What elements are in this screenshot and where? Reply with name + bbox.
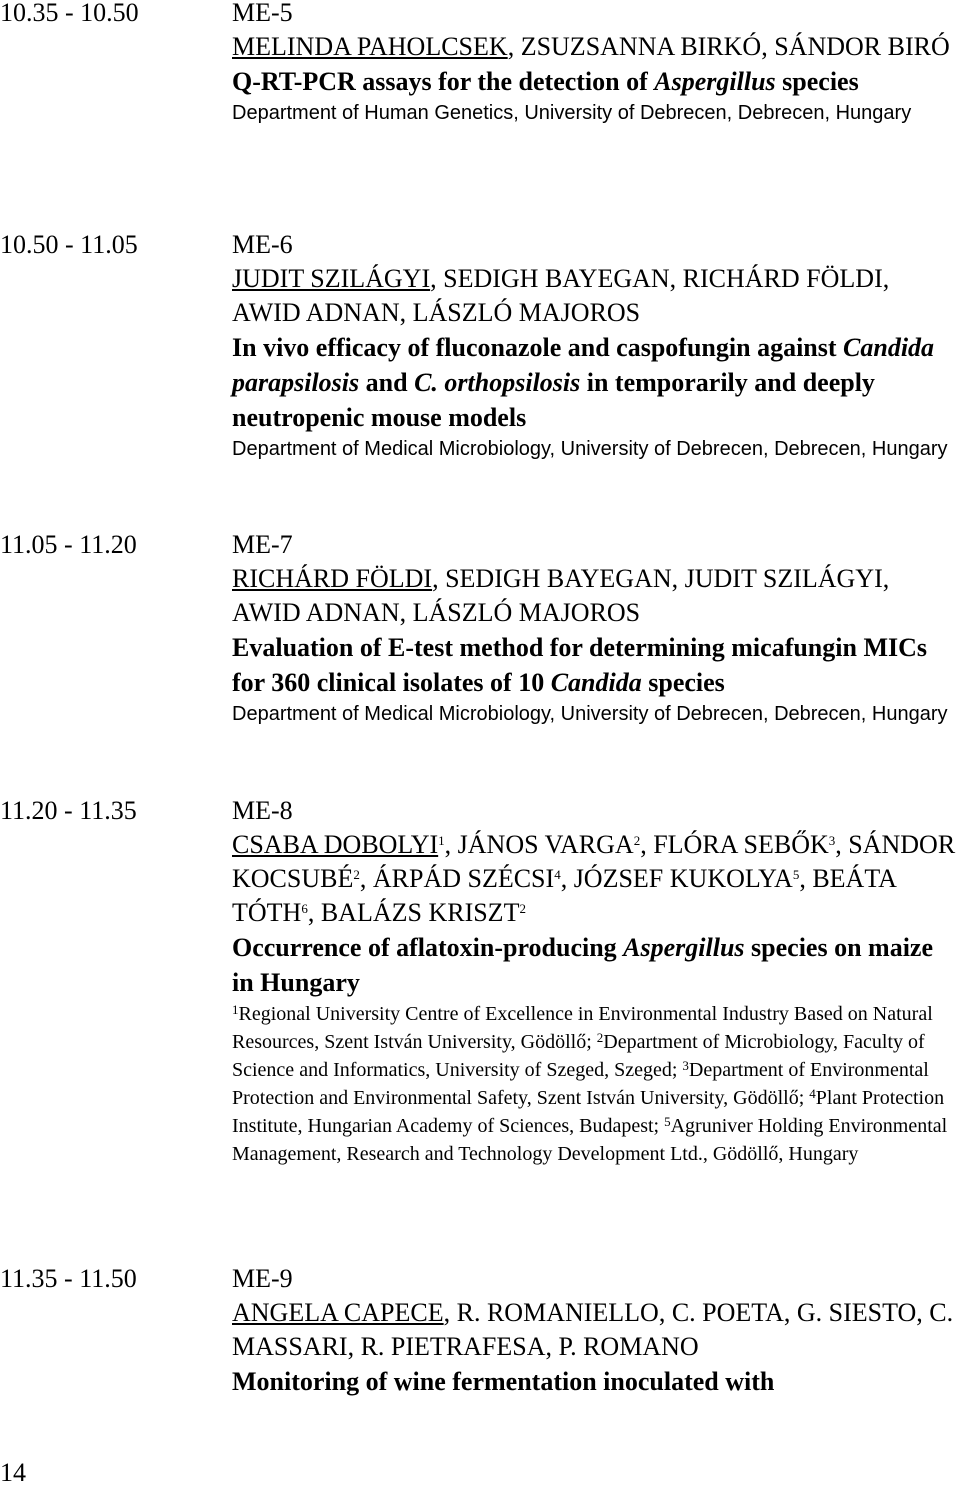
title-text: Occurrence of aflatoxin-producing — [232, 933, 624, 962]
presenter-name: MELINDA PAHOLCSEK — [232, 32, 508, 61]
title-italic: Candida — [550, 668, 642, 697]
author: , SÁNDOR KOCSUBÉ — [232, 830, 956, 893]
title-italic: Candida parapsilosis — [232, 333, 935, 397]
affil-sup: 3 — [682, 1058, 689, 1073]
talk-title: Monitoring of wine fermentation inoculated with — [232, 1367, 775, 1396]
authors — [232, 262, 960, 330]
session-code: ME-6 — [232, 230, 293, 259]
talk-title — [232, 330, 960, 435]
talk-title — [232, 64, 960, 99]
talk-title — [232, 630, 960, 700]
presenter-name: CSABA DOBOLYI — [232, 830, 439, 859]
author: , ÁRPÁD SZÉCSI — [359, 864, 555, 893]
page-number: 14 — [0, 1458, 26, 1487]
title-text: In vivo efficacy of fluconazole and caspofungin against — [232, 333, 837, 362]
author: , JÁNOS VARGA — [444, 830, 634, 859]
author: , BALÁZS KRISZT — [307, 898, 520, 927]
affil-text: Agruniver Holding Environmental Management, Research and Technology Development Ltd., Gödöllő, Hungary — [232, 1115, 948, 1165]
session-time: 10.35 - 10.50 — [0, 0, 139, 27]
coauthors: , SEDIGH BAYEGAN, RICHÁRD FÖLDI, AWID ADNAN, LÁSZLÓ MAJOROS — [232, 264, 890, 327]
author-sup: 2 — [353, 867, 360, 882]
author-sup: 3 — [828, 833, 836, 848]
session-code: ME-5 — [232, 0, 293, 27]
author-sup: 2 — [519, 901, 526, 916]
authors — [232, 30, 960, 64]
session-time: 10.50 - 11.05 — [0, 230, 138, 259]
presenter-name: ANGELA CAPECE — [232, 1298, 444, 1327]
coauthors: , ZSUZSANNA BIRKÓ, SÁNDOR BIRÓ — [507, 32, 950, 61]
title-italic: Aspergillus — [654, 67, 776, 96]
affiliation: Department of Human Genetics, University of Debrecen, Debrecen, Hungary — [232, 102, 912, 124]
authors — [232, 1296, 960, 1364]
talk-title — [232, 930, 960, 1000]
affil-text: Regional University Centre of Excellence in Environmental Industry Based on Natural Resources, Szent István University, Gödöllő; — [232, 1003, 933, 1053]
session-time: 11.20 - 11.35 — [0, 796, 137, 825]
author: , FLÓRA SEBŐK — [640, 830, 829, 859]
title-italic: C. orthopsilosis — [414, 368, 581, 397]
authors — [232, 828, 960, 930]
title-text: species on maize in Hungary — [232, 933, 934, 997]
session-code: ME-8 — [232, 796, 293, 825]
author-sup: 4 — [554, 867, 561, 882]
session-time: 11.35 - 11.50 — [0, 1264, 137, 1293]
authors — [232, 562, 960, 630]
session-time: 11.05 - 11.20 — [0, 530, 137, 559]
title-text: Q-RT-PCR assays for the detection of — [232, 67, 655, 96]
title-text: and — [359, 368, 415, 397]
author: , BEÁTA TÓTH — [232, 864, 896, 927]
author: , JÓZSEF KUKOLYA — [560, 864, 793, 893]
title-text: species — [641, 668, 725, 697]
affil-text: Plant Protection Institute, Hungarian Academy of Sciences, Budapest; — [232, 1087, 945, 1137]
affiliation: Department of Medical Microbiology, University of Debrecen, Debrecen, Hungary — [232, 703, 948, 725]
affil-text: Department of Microbiology, Faculty of Science and Informatics, University of Szeged, Szeged; — [232, 1031, 925, 1081]
coauthors: , SEDIGH BAYEGAN, JUDIT SZILÁGYI, AWID ADNAN, LÁSZLÓ MAJOROS — [232, 564, 890, 627]
presenter-name: JUDIT SZILÁGYI — [232, 264, 431, 293]
affil-sup: 4 — [809, 1086, 816, 1101]
coauthors: , R. ROMANIELLO, C. POETA, G. SIESTO, C. MASSARI, R. PIETRAFESA, P. ROMANO — [232, 1298, 954, 1361]
session-code: ME-9 — [232, 1264, 293, 1293]
author-sup: 5 — [792, 867, 800, 882]
affil-sup: 1 — [232, 1002, 239, 1017]
presenter-name: RICHÁRD FÖLDI — [232, 564, 433, 593]
presenter-sup: 1 — [438, 833, 445, 848]
affil-sup: 2 — [596, 1030, 604, 1045]
session-code: ME-7 — [232, 530, 293, 559]
author-sup: 2 — [633, 833, 641, 848]
affil-sup: 5 — [664, 1114, 671, 1129]
title-text: in temporarily and deeply neutropenic mouse models — [232, 368, 875, 432]
affiliation — [232, 1000, 960, 1168]
title-italic: Aspergillus — [623, 933, 745, 962]
title-text: Evaluation of E-test method for determining micafungin MICs for 360 clinical isolates of 10 — [232, 633, 928, 697]
author-sup: 6 — [301, 901, 308, 916]
affil-text: Department of Environmental Protection and Environmental Safety, Szent István University, Gödöllő; — [232, 1059, 929, 1109]
title-text: species — [775, 67, 859, 96]
affiliation: Department of Medical Microbiology, University of Debrecen, Debrecen, Hungary — [232, 438, 948, 460]
